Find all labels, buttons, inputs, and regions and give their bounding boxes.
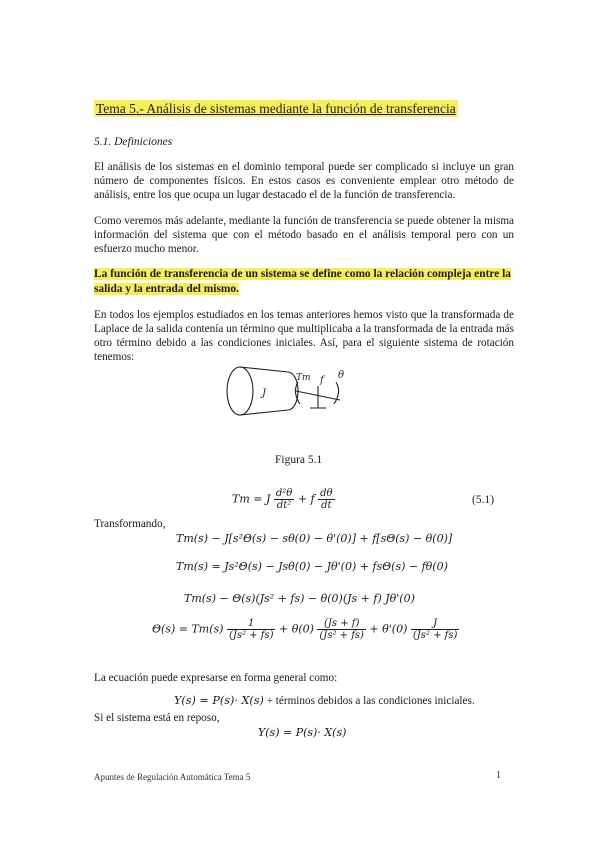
equation-transfer: Y(s) = P(s)· X(s) bbox=[258, 726, 347, 739]
definition-highlight bbox=[94, 267, 514, 297]
equation-laplace-1: Tm(s) − J[s²Θ(s) − sθ(0) − θ'(0)] + f[sΘ(s) − θ(0)] bbox=[176, 532, 453, 545]
cylinder-left-face bbox=[227, 367, 253, 415]
equation-general bbox=[174, 694, 475, 707]
page-number: 1 bbox=[496, 770, 501, 781]
rotation-system-figure bbox=[222, 358, 372, 438]
equation-5-1: Tm = J $\frac{\text{d²θ}}{\text{dt²}}$ + f $\frac{d\theta}{dt}$ bbox=[232, 488, 333, 511]
figure-caption: Figura 5.1 bbox=[275, 454, 323, 466]
equation-theta-s: Θ(s) = Tm(s) $\frac{1}{\text{(Js² + fs)}}$ + θ(0) $\frac{(Js + f)}{\text{(Js² + fs)}}$ + θ'(0) $\frac{J}{\text{(Js² + fs)}}$ bbox=[152, 618, 458, 641]
reposo-text: Si el sistema está en reposo, bbox=[94, 712, 220, 724]
label-theta: θ bbox=[338, 370, 345, 381]
page-footer: Apuntes de Regulación Automática Tema 5 bbox=[94, 772, 251, 782]
equation-general-left: Y(s) = P(s)· X(s) bbox=[174, 694, 264, 707]
paragraph-1: El análisis de los sistemas en el dominio temporal puede ser complicado si incluye un gran número de componentes físicos. En estos casos es conveniente emplear otro método de análisis, entre los que ocupa un lugar destacado el de la función de transferencia. bbox=[94, 161, 514, 201]
section-heading: 5.1. Definiciones bbox=[94, 136, 173, 148]
corner-mark: · · · · bbox=[22, 18, 49, 24]
label-f: f bbox=[320, 375, 324, 386]
equation-number: (5.1) bbox=[472, 494, 495, 506]
transformando-label: Transformando, bbox=[94, 518, 166, 530]
paragraph-2: Como veremos más adelante, mediante la función de transferencia se puede obtener la misma información del sistema que con el método basado en el análisis temporal pero con un esfuerzo mucho menor. bbox=[94, 215, 514, 255]
paragraph-3: En todos los ejemplos estudiados en los temas anteriores hemos visto que la transformada de Laplace de la salida contenía un término que multiplicaba a la transformada de la entrada más otro término debido a las condiciones iniciales. Así, para el siguiente sistema de rotación tenemos: bbox=[94, 309, 514, 363]
equation-general-right: + términos debidos a las condiciones iniciales. bbox=[266, 695, 475, 707]
label-J: J bbox=[262, 388, 267, 399]
label-Tm: Tm bbox=[296, 373, 311, 383]
definition-text: La función de transferencia de un sistema se define como la relación compleja entre la salida y la entrada del mismo. bbox=[94, 268, 511, 295]
page-title: Tema 5.- Análisis de sistemas mediante la función de transferencia bbox=[96, 101, 456, 116]
general-form-text: La ecuación puede expresarse en forma general como: bbox=[94, 672, 338, 684]
equation-laplace-3: Tm(s) − Θ(s)(Js² + fs) − θ(0)(Js + f) Jθ'(0) bbox=[184, 592, 415, 605]
equation-laplace-2: Tm(s) = Js²Θ(s) − Jsθ(0) − Jθ'(0) + fsΘ(s) − fθ(0) bbox=[176, 560, 448, 573]
angle-arrow bbox=[334, 382, 339, 404]
